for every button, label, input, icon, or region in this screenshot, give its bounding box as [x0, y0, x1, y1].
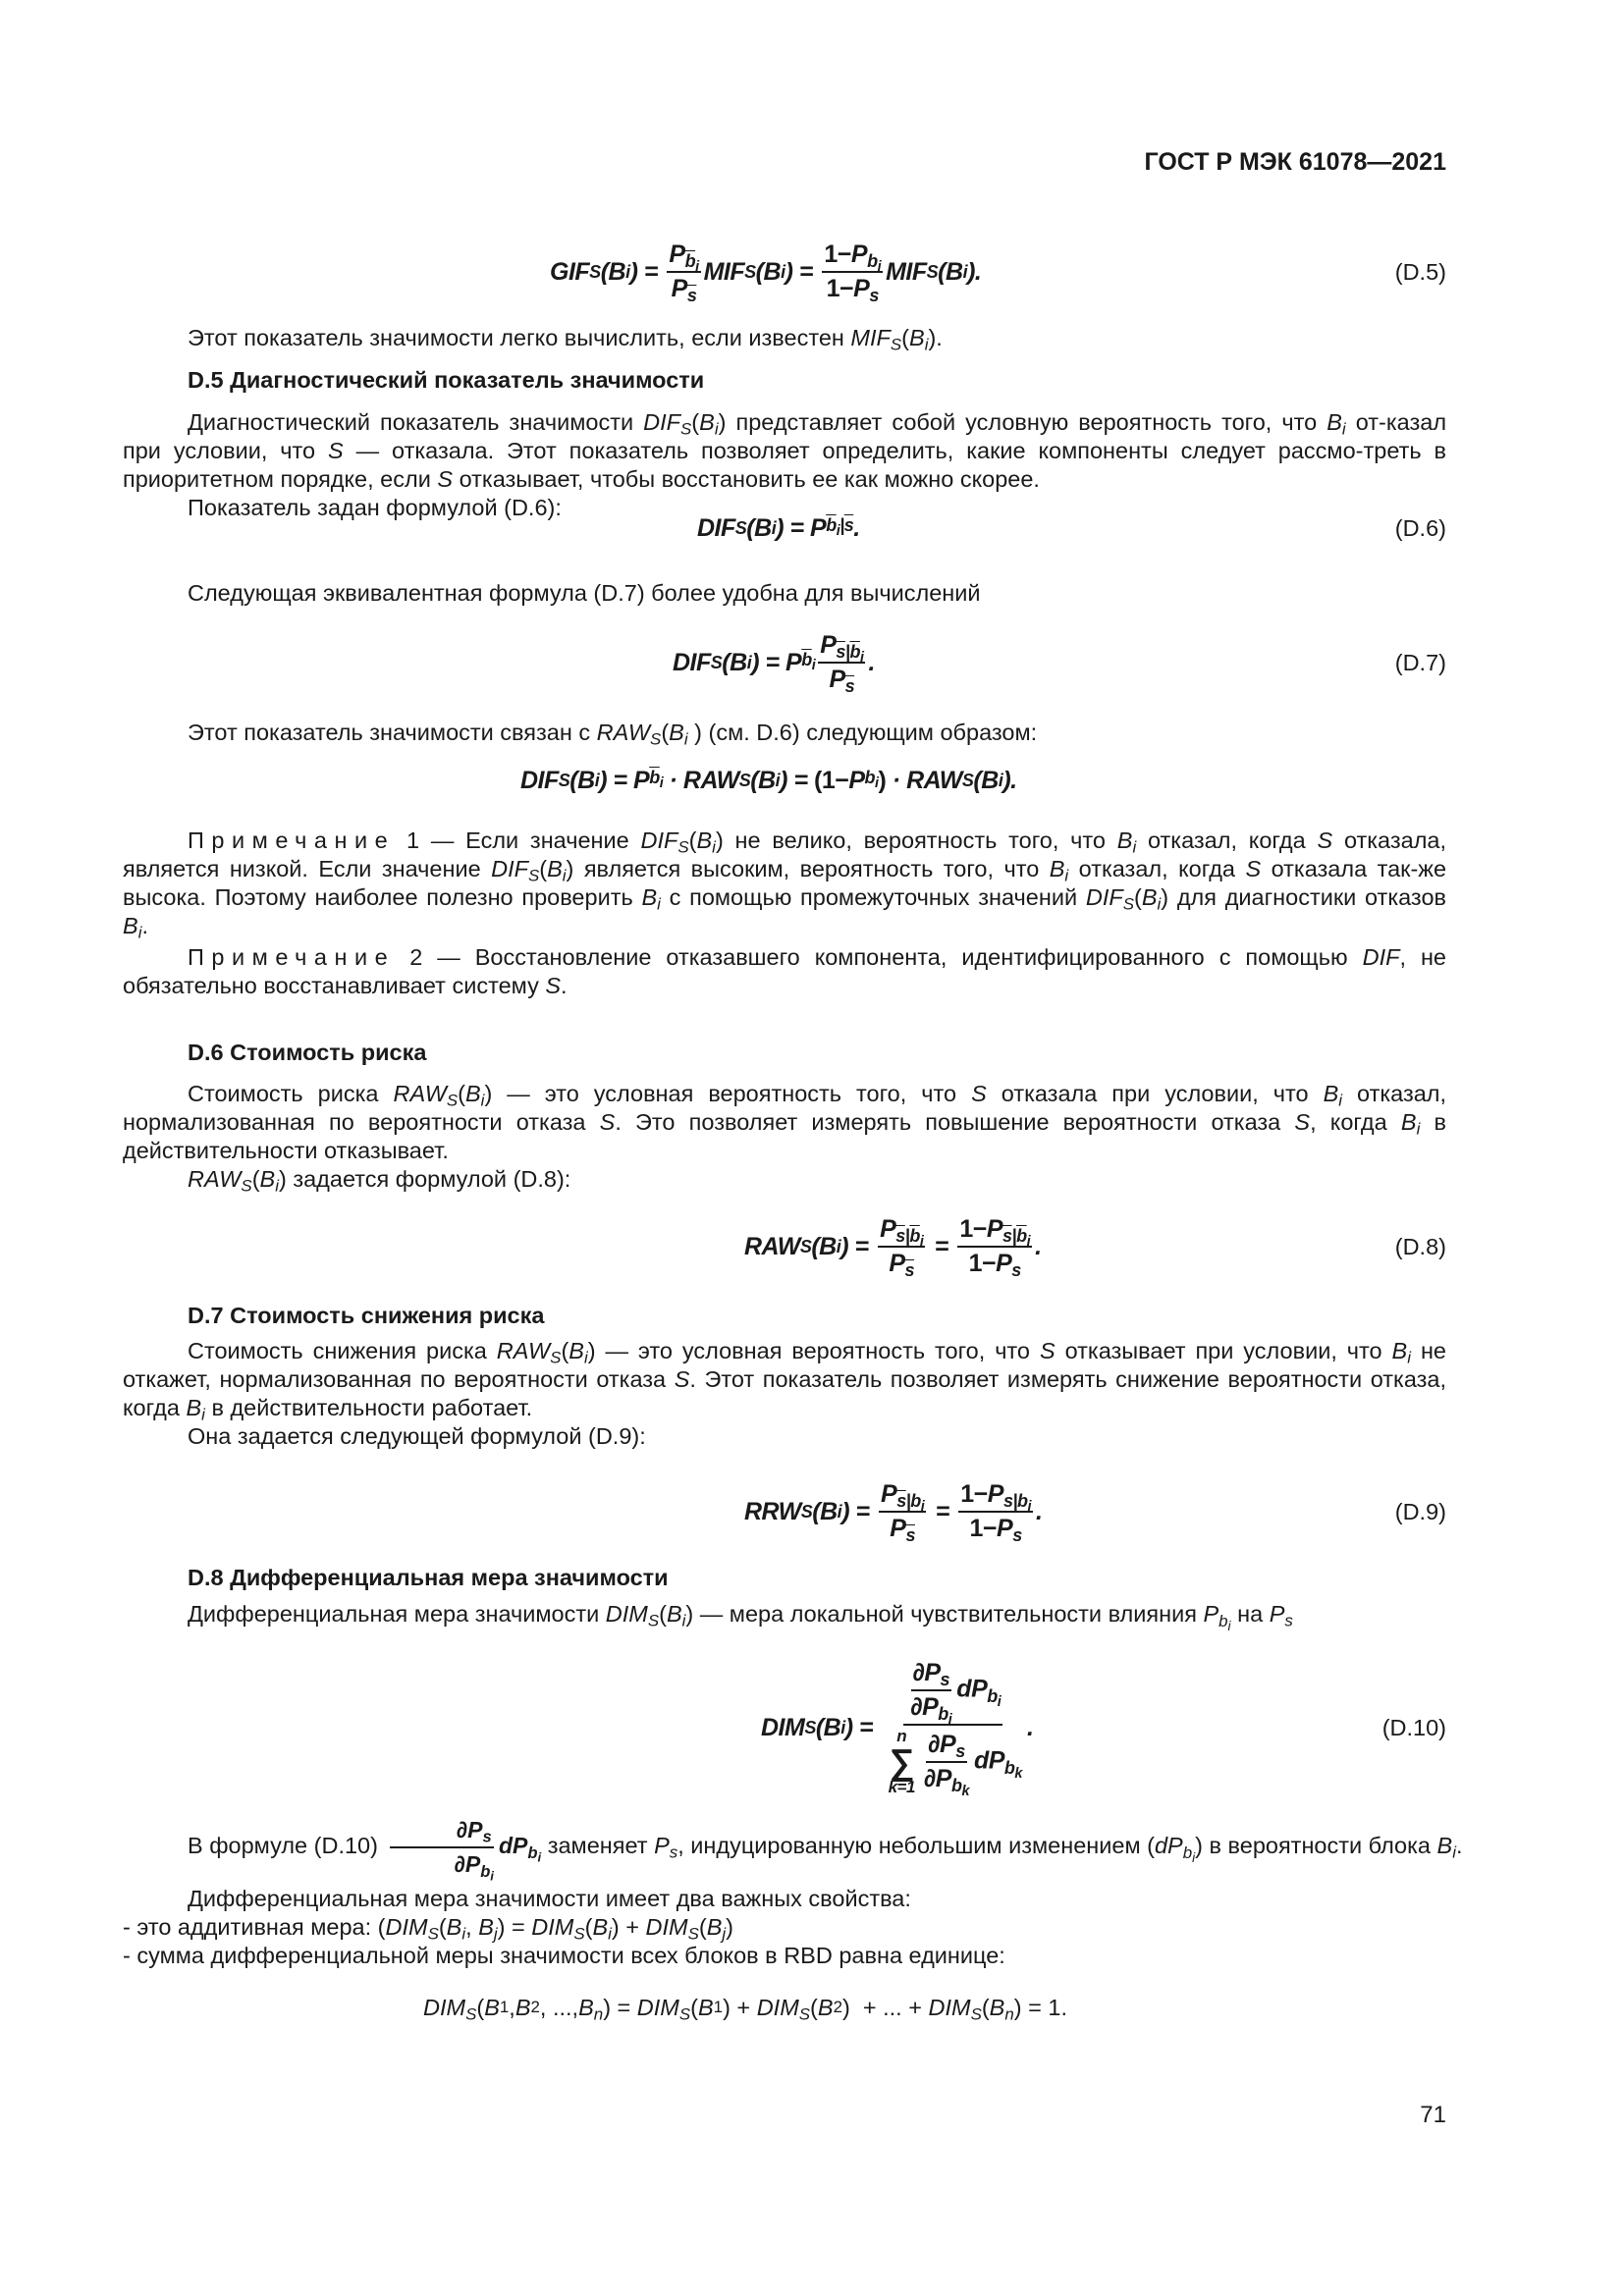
equation-number: (D.6): [1394, 514, 1446, 541]
paragraph: Этот показатель значимости легко вычислить, если известен $MIF_S(B_i)$.: [188, 325, 943, 354]
equation-d5: GIF S (B i ) = $\frac{P_{\overline{b}_i}}{P_{\overline{s}}}$ MIF S (B i ) = $\frac{1-P_{b_i}}{1-P_s}$ MIF S (B i ). (D.5): [123, 228, 1446, 316]
paragraph: Диагностический показатель значимости $DIF_S(B_i)$ представляет собой условную вероятность того, что $B_i$ от-казал при условии, что S — отказала. Этот показатель позволяет определить, какие компоненты следует рассмо-треть в приоритетном порядке, если S отказывает, чтобы восстановить ее как можно скорее. Показатель задан формулой (D.6):: [123, 409, 1447, 520]
equation-d10: DIM S (B i ) = $\frac{\partial P_s}{\partial P_{b_i}}$ $dP_{b_i}$ n ∑ k=1 $\frac{\partial P_s}{\partial P_{b_k}}$ $dP_{b_k}$ . (D.10): [123, 1649, 1446, 1806]
paragraph: Стоимость риска $RAW_S(B_i)$ — это условная вероятность того, что S отказала при условии, что $B_i$ отказал, нормализованная по вероятности отказа S. Это позволяет измерять повышение вероятности отказа S, когда $B_i$ в действительности отказывает. $RAW_S(B_i)$ задается формулой (D.8):: [123, 1081, 1447, 1196]
document-header: ГОСТ Р МЭК 61078—2021: [1144, 148, 1446, 176]
note-2: Примечание 2 — Восстановление отказавшего компонента, идентифицированного с помощью DIF, не обязательно восстанавливает систему S.: [123, 944, 1447, 998]
equation-d9: RRW S (B i ) = $\frac{P_{\overline{s}|b_i}}{P_{\overline{s}}}$ = $\frac{1-P_{s|b_i}}{1-P_s}$ . (D.9): [123, 1468, 1446, 1556]
paragraph-d10-explanation: В формуле (D.10) $\frac{\partial P_s}{\partial P_{b_i}}$ $dP_{b_i}$ заменяет $P_s$, индуцированную небольшим изменением $(dP_{b_i})$ в вероятности блока $B_i$.: [188, 1817, 1463, 1884]
equation-dim-sum: $DIM_S$ ( B 1 , B 2 , ..., $B_n$ ) = $DIM_S$ ( B 1 ) + $DIM_S$ ( B 2 ) + ... + $DIM_S$ ( $B_n$ ) = 1.: [423, 1994, 1067, 2024]
equation-number: (D.7): [1394, 649, 1446, 675]
note-1: Примечание 1 — Если значение $DIF_S(B_i)$ не велико, вероятность того, что $B_i$ отказал, когда S отказала, является низкой. Если значение $DIF_S(B_i)$ является высоким, вероятность того, что $B_i$ отказал, когда S отказала так-же высока. Поэтому наиболее полезно проверить $B_i$ с помощью промежуточных значений $DIF_S(B_i)$ для диагностики отказов $B_i$.: [123, 828, 1447, 942]
paragraph: Стоимость снижения риска $RAW_S(B_i)$ — это условная вероятность того, что S отказывает при условии, что $B_i$ не откажет, нормализованная по вероятности отказа S. Этот показатель позволяет измерять снижение вероятности отказа, когда $B_i$ в действительности работает. Она задается следующей формулой (D.9):: [123, 1338, 1447, 1449]
page-number: 71: [1420, 2102, 1446, 2128]
equation-number: (D.8): [1394, 1233, 1446, 1259]
section-heading-d6: D.6 Стоимость риска: [188, 1040, 427, 1065]
equation-number: (D.10): [1381, 1714, 1446, 1740]
equation-number: (D.9): [1394, 1498, 1446, 1524]
equation-number: (D.5): [1394, 258, 1446, 285]
equation-dif-raw: DIF S (B i ) = P $\overline{b}_i$ · RAW S (B i ) = (1− P $b_i$ ) · RAW S (B i ).: [520, 766, 1017, 794]
equation-d6: DIF S (B i ) = P $\overline{b}_i|\overline{s}$ . (D.6): [123, 499, 1446, 558]
section-heading-d7: D.7 Стоимость снижения риска: [188, 1303, 545, 1328]
section-heading-d5: D.5 Диагностический показатель значимости: [188, 367, 705, 393]
section-heading-d8: D.8 Дифференциальная мера значимости: [188, 1565, 669, 1590]
paragraph: Этот показатель значимости связан с $RAW_S(B_i$ ) (см. D.6) следующим образом:: [188, 720, 1038, 749]
paragraph: Дифференциальная мера значимости имеет два важных свойства: - это аддитивная мера: ($DIM_S(B_i$, $B_j) = DIM_S(B_i) + DIM_S(B_j)$ - сумма дифференциальной меры значимости всех блоков в RBD равна единице:: [123, 1886, 1005, 1968]
paragraph: Дифференциальная мера значимости $DIM_S(B_i)$ — мера локальной чувствительности влияния $P_{b_i}$ на $P_s$: [188, 1601, 1293, 1633]
paragraph: Следующая эквивалентная формула (D.7) более удобна для вычислений: [188, 580, 981, 606]
equation-d8: RAW S (B i ) = $\frac{P_{\overline{s}|\overline{b}_i}}{P_{\overline{s}}}$ = $\frac{1-P_{\overline{s}|\overline{b}_i}}{1-P_s}$ . (D.8): [123, 1202, 1446, 1291]
equation-d7: DIF S (B i ) = P $\overline{b}_i$ $\frac{P_{\overline{s}|\overline{b}_i}}{P_{\overline{s}}}$ . (D.7): [123, 618, 1446, 707]
